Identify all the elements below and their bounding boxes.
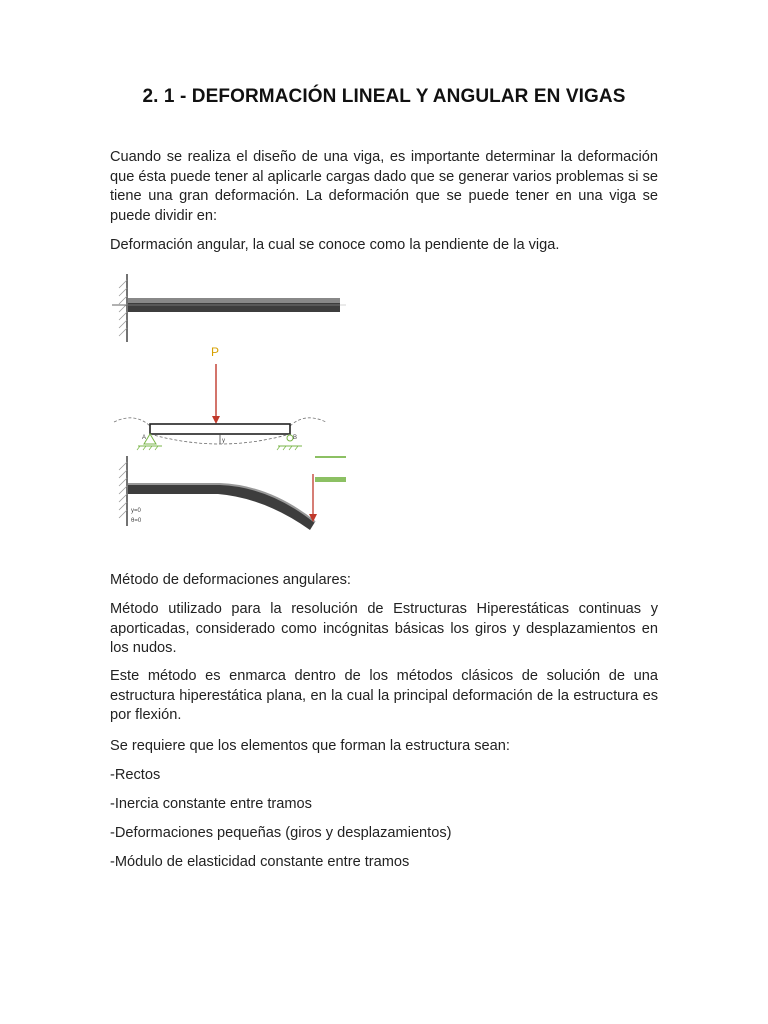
load-label: P xyxy=(211,345,220,359)
requirements-intro: Se requiere que los elementos que forman la estructura sean: xyxy=(110,738,510,754)
fixed-y-label: y=0 xyxy=(131,508,141,514)
support-a-label: A xyxy=(142,435,147,441)
intro-paragraph: Cuando se realiza el diseño de una viga, es importante determinar la deformación que ésta puede tener al aplicarle cargas dado que se generar varios problemas si se tiene una gran deformación. La deformación que se puede tener en una viga se puede dividir en: xyxy=(110,149,658,224)
requirement-item: -Inercia constante entre tramos xyxy=(110,796,312,812)
requirement-item: -Rectos xyxy=(110,767,161,783)
deflection-label: y xyxy=(222,438,225,444)
requirement-item: -Módulo de elasticidad constante entre tramos xyxy=(110,854,410,870)
support-b-label: B xyxy=(293,435,298,441)
method-paragraph: Método utilizado para la resolución de Estructuras Hiperestáticas continuas y aporticadas, considerado como incógnitas básicas los giros y desplazamientos en los nudos. xyxy=(110,601,658,656)
angular-deformation-line: Deformación angular, la cual se conoce como la pendiente de la viga. xyxy=(110,237,560,253)
method-heading: Método de deformaciones angulares: xyxy=(110,572,351,588)
classic-method-paragraph: Este método es enmarca dentro de los métodos clásicos de solución de una estructura hiperestática plana, en la cual la principal deformación de la estructura es por flexión. xyxy=(110,668,658,723)
page-title: 2. 1 - DEFORMACIÓN LINEAL Y ANGULAR EN VIGAS xyxy=(142,86,626,107)
cantilever-beam-figure xyxy=(110,272,360,344)
deflected-cantilever-figure xyxy=(110,452,350,532)
fixed-theta-label: θ=0 xyxy=(131,518,142,524)
requirement-item: -Deformaciones pequeñas (giros y desplazamientos) xyxy=(110,825,452,841)
simply-supported-beam-figure xyxy=(110,342,330,462)
